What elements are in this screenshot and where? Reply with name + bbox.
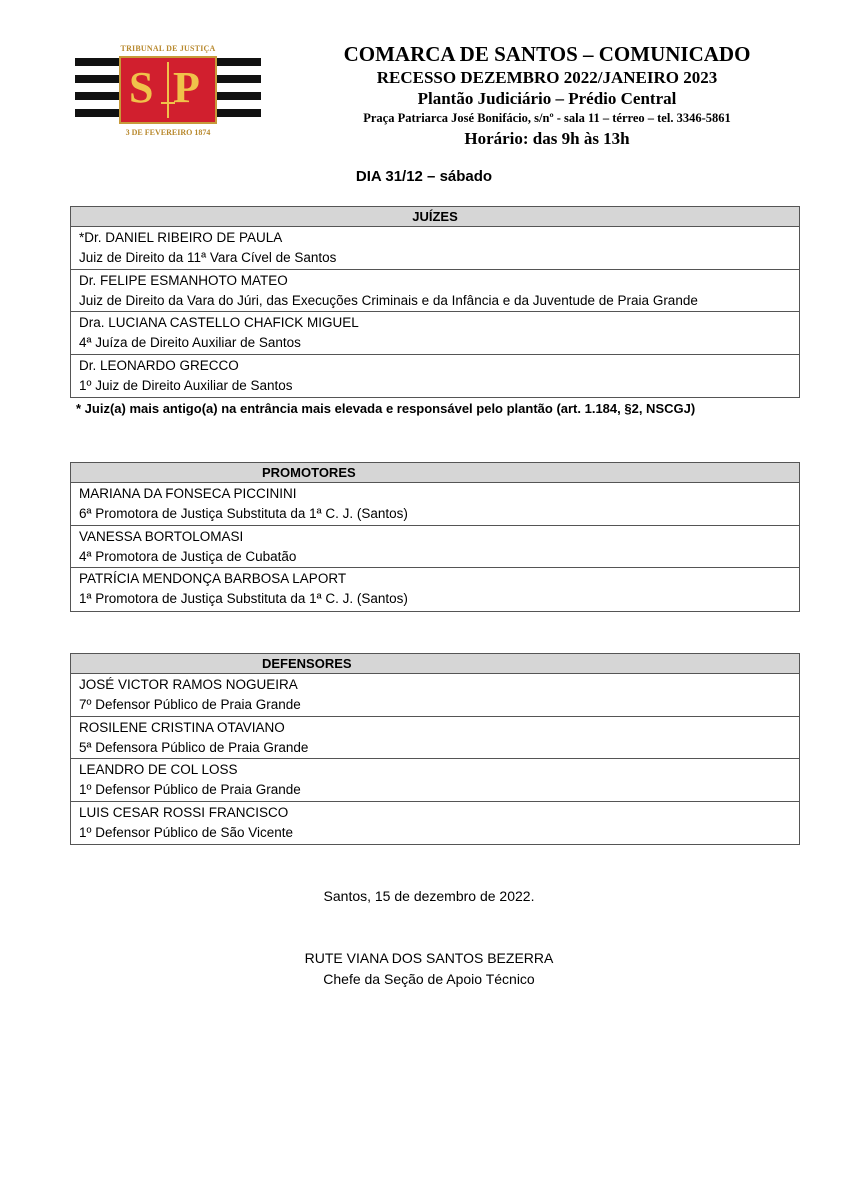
table-row xyxy=(71,526,799,569)
table-row xyxy=(71,312,799,355)
person-role: 1º Defensor Público de São Vicente xyxy=(79,824,294,840)
prosecutors-heading: PROMOTORES xyxy=(71,463,799,483)
person-name: PATRÍCIA MENDONÇA BARBOSA LAPORT xyxy=(79,571,347,586)
prosecutors-table xyxy=(70,462,800,612)
person-role: Juiz de Direito da Vara do Júri, das Execuções Criminais e da Infância e da Juventude de Praia Grande xyxy=(79,292,698,308)
person-role: 1º Defensor Público de Praia Grande xyxy=(79,782,301,797)
person-role: 4ª Promotora de Justiça de Cubatão xyxy=(79,548,297,564)
logo-bottom-text: 3 DE FEVEREIRO 1874 xyxy=(125,128,211,137)
logo-top-text: TRIBUNAL DE JUSTIÇA xyxy=(120,44,216,53)
judges-table xyxy=(70,206,800,398)
judges-footnote: * Juiz(a) mais antigo(a) na entrância mais elevada e responsável pelo plantão (art. 1.184, §2, NSCGJ) xyxy=(76,401,696,416)
person-role: 5ª Defensora Público de Praia Grande xyxy=(79,739,309,755)
table-row xyxy=(71,568,799,611)
day-title: DIA 31/12 – sábado xyxy=(355,168,493,185)
table-row xyxy=(71,355,799,398)
signer-role: Chefe da Seção de Apoio Técnico xyxy=(323,971,535,987)
table-row xyxy=(71,227,799,270)
logo-letter-s: S xyxy=(129,63,154,112)
table-row xyxy=(71,270,799,313)
person-role: 1º Juiz de Direito Auxiliar de Santos xyxy=(79,377,293,393)
defenders-table xyxy=(70,653,800,845)
table-row xyxy=(71,717,799,760)
judges-heading: JUÍZES xyxy=(71,207,799,227)
table-row xyxy=(71,674,799,717)
person-name: VANESSA BORTOLOMASI xyxy=(79,528,244,544)
logo-letter-p: P xyxy=(173,63,200,112)
signer-name: RUTE VIANA DOS SANTOS BEZERRA xyxy=(304,950,554,966)
header-hours: Horário: das 9h às 13h xyxy=(464,129,630,148)
person-role: Juiz de Direito da 11ª Vara Cível de Santos xyxy=(79,250,337,265)
court-logo xyxy=(75,42,261,142)
logo-shield xyxy=(119,56,217,124)
table-row xyxy=(71,802,799,845)
header-address: Praça Patriarca José Bonifácio, s/nº - sala 11 – térreo – tel. 3346-5861 xyxy=(363,111,731,125)
person-name: Dr. FELIPE ESMANHOTO MATEO xyxy=(79,272,288,288)
person-name: LUIS CESAR ROSSI FRANCISCO xyxy=(79,804,289,820)
person-role: 7º Defensor Público de Praia Grande xyxy=(79,697,301,712)
header-title: COMARCA DE SANTOS – COMUNICADO xyxy=(343,42,751,66)
person-name: *Dr. DANIEL RIBEIRO DE PAULA xyxy=(79,230,283,245)
person-name: JOSÉ VICTOR RAMOS NOGUEIRA xyxy=(79,677,298,692)
person-role: 1ª Promotora de Justiça Substituta da 1ª C. J. (Santos) xyxy=(79,591,408,606)
person-name: Dra. LUCIANA CASTELLO CHAFICK MIGUEL xyxy=(79,315,359,330)
header-service: Plantão Judiciário – Prédio Central xyxy=(417,89,677,108)
person-name: MARIANA DA FONSECA PICCININI xyxy=(79,486,297,501)
person-role: 4ª Juíza de Direito Auxiliar de Santos xyxy=(79,335,301,350)
table-row xyxy=(71,483,799,526)
table-row xyxy=(71,759,799,802)
defenders-heading: DEFENSORES xyxy=(71,654,799,674)
header-subtitle: RECESSO DEZEMBRO 2022/JANEIRO 2023 xyxy=(376,68,718,87)
place-date: Santos, 15 de dezembro de 2022. xyxy=(323,888,535,904)
sword-icon xyxy=(167,62,169,118)
person-name: ROSILENE CRISTINA OTAVIANO xyxy=(79,719,285,735)
person-name: LEANDRO DE COL LOSS xyxy=(79,762,238,777)
person-role: 6ª Promotora de Justiça Substituta da 1ª C. J. (Santos) xyxy=(79,506,408,521)
person-name: Dr. LEONARDO GRECCO xyxy=(79,357,239,373)
